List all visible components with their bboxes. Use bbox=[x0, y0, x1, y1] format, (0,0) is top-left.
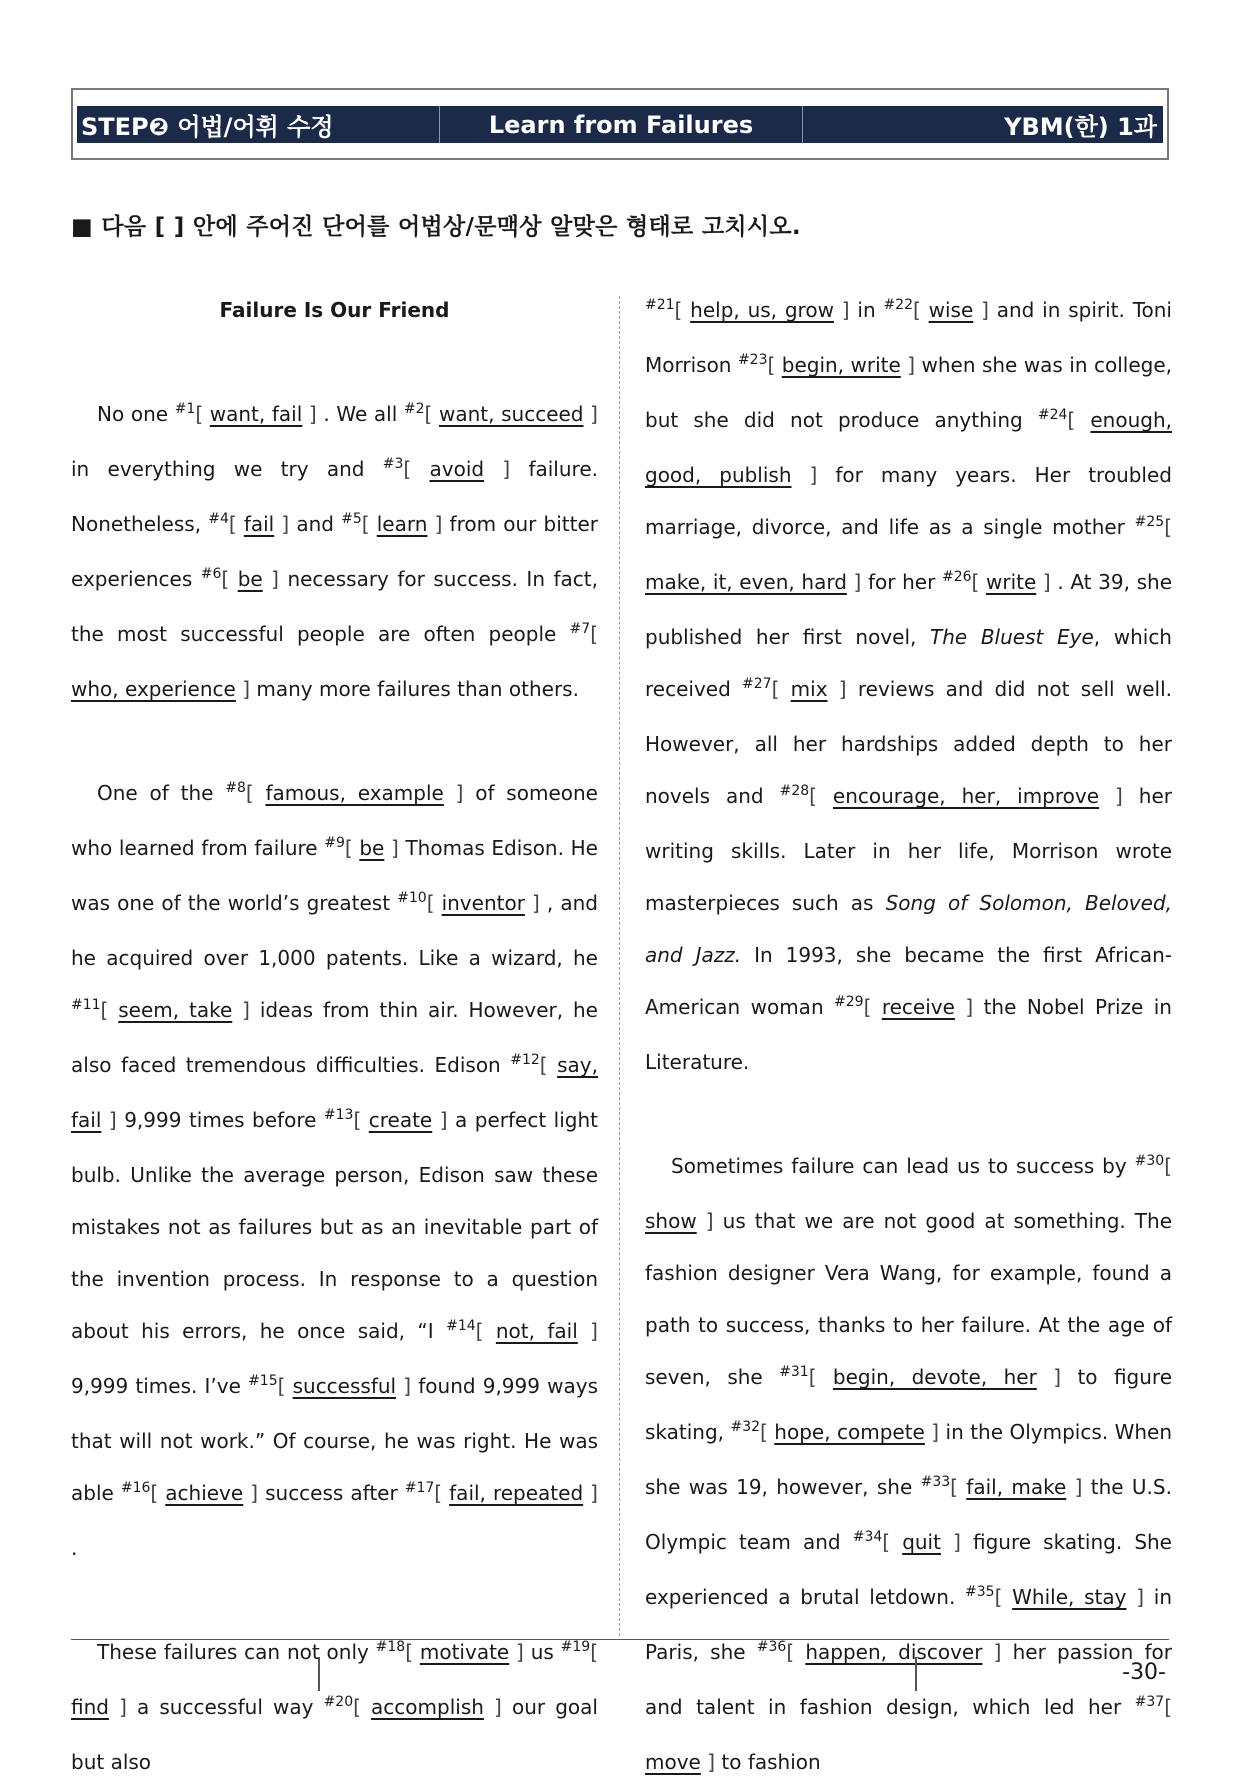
blank-answer-hint: motivate bbox=[419, 1640, 510, 1664]
blank-answer-hint: enough, good, publish bbox=[645, 408, 1172, 487]
bracket: [ bbox=[361, 512, 377, 536]
bracket: ] bbox=[108, 1695, 138, 1719]
text-run: us bbox=[530, 1640, 561, 1664]
blank-answer-hint: be bbox=[359, 836, 385, 860]
bracket: ] bbox=[443, 781, 476, 805]
blank-answer-hint: begin, devote, her bbox=[832, 1365, 1037, 1389]
bracket: [ bbox=[100, 998, 119, 1022]
text-run: . We all bbox=[323, 402, 404, 426]
bracket: [ bbox=[245, 781, 266, 805]
bracket: [ bbox=[1164, 1695, 1172, 1719]
text-run: the Nobel Prize in Literature. bbox=[645, 995, 1172, 1074]
bracket: ] bbox=[954, 995, 984, 1019]
blank-answer-hint: help, us, grow bbox=[690, 298, 834, 322]
blank-answer-hint: learn bbox=[376, 512, 428, 536]
blank-answer-hint: wise bbox=[928, 298, 974, 322]
blank-answer-hint: famous, example bbox=[265, 781, 444, 805]
bracket: ] bbox=[846, 570, 868, 594]
text-run: our goal but also bbox=[71, 1695, 598, 1774]
bracket: ] bbox=[791, 463, 836, 487]
footer-tick-left bbox=[318, 1657, 320, 1691]
bracket: ] bbox=[509, 1640, 531, 1664]
bracket: ] bbox=[1099, 784, 1139, 808]
question-number: #9 bbox=[324, 835, 345, 851]
question-number: #18 bbox=[375, 1639, 406, 1655]
text-run: found 9,999 ways that will not work.” Of course, he was right. He was able bbox=[71, 1374, 598, 1505]
blank-answer-hint: move bbox=[645, 1750, 701, 1774]
text-run: , which received bbox=[645, 625, 1172, 701]
text-run: many more failures than others. bbox=[256, 677, 579, 701]
blank-answer-hint: achieve bbox=[165, 1481, 244, 1505]
text-run: No one bbox=[97, 402, 175, 426]
question-number: #16 bbox=[120, 1480, 151, 1496]
header-step: STEP❷ 어법/어휘 수정 bbox=[77, 106, 440, 143]
paragraph-4 bbox=[645, 1140, 1172, 1788]
text-run: . At 39, she published her first novel, bbox=[645, 570, 1173, 649]
text-run: In 1993, she became the first African-American woman bbox=[645, 943, 1172, 1019]
text-run: her passion for and talent in fashion design, which led her bbox=[645, 1640, 1172, 1719]
bracket: [ bbox=[771, 677, 791, 701]
text-run: and in spirit. Toni Morrison bbox=[645, 298, 1172, 377]
text-run: 9,999 times before bbox=[124, 1108, 324, 1132]
question-number: #8 bbox=[225, 780, 246, 796]
footer-line bbox=[71, 1639, 1169, 1640]
question-number: #35 bbox=[965, 1584, 995, 1600]
bracket: [ bbox=[808, 1365, 833, 1389]
bracket: [ bbox=[971, 570, 986, 594]
bracket: ] bbox=[1036, 570, 1058, 594]
bracket: [ bbox=[882, 1530, 903, 1554]
text-run: from our bitter experiences bbox=[71, 512, 598, 591]
question-number: #14 bbox=[446, 1318, 476, 1334]
bracket: ] bbox=[427, 512, 450, 536]
bracket: [ bbox=[760, 1420, 775, 1444]
text-run: figure skating. She experienced a brutal letdown. bbox=[645, 1530, 1172, 1609]
bracket: [ bbox=[767, 353, 782, 377]
bracket: ] bbox=[940, 1530, 973, 1554]
question-number: #4 bbox=[208, 511, 229, 527]
bracket: ] bbox=[696, 1209, 723, 1233]
blank-answer-hint: who, experience bbox=[71, 677, 236, 701]
bracket: ] bbox=[101, 1108, 125, 1132]
blank-answer-hint: find bbox=[71, 1695, 109, 1719]
bracket: [ bbox=[405, 1640, 420, 1664]
text-run: success after bbox=[265, 1481, 405, 1505]
bracket: ] bbox=[583, 1481, 598, 1505]
book-title: Song of Solomon, Beloved, and Jazz. bbox=[645, 891, 1172, 967]
text-run: in Paris, she bbox=[645, 1585, 1172, 1664]
column-divider bbox=[619, 296, 620, 1636]
page-number: -30- bbox=[1122, 1660, 1166, 1685]
bracket: [ bbox=[950, 1475, 967, 1499]
question-number: #23 bbox=[737, 352, 768, 368]
blank-answer-hint: inventor bbox=[441, 891, 525, 915]
text-run: in the Olympics. When she was 19, however, she bbox=[645, 1420, 1172, 1499]
question-number: #36 bbox=[756, 1639, 787, 1655]
blank-answer-hint: fail, make bbox=[966, 1475, 1067, 1499]
text-run: . bbox=[71, 1536, 78, 1560]
blank-answer-hint: show bbox=[645, 1209, 697, 1233]
bracket: [ bbox=[150, 1481, 166, 1505]
bracket: [ bbox=[994, 1585, 1013, 1609]
footer-tick-right bbox=[915, 1657, 917, 1691]
bracket: ] bbox=[583, 402, 598, 426]
text-run: Thomas Edison. He was one of the world’s greatest bbox=[71, 836, 598, 915]
bracket: ] bbox=[1126, 1585, 1154, 1609]
paragraph-1 bbox=[71, 388, 598, 715]
text-run: for many years. Her troubled marriage, divorce, and life as a single mother bbox=[645, 463, 1172, 539]
header-bar bbox=[77, 106, 1163, 143]
question-number: #25 bbox=[1134, 514, 1165, 530]
book-title: The Bluest Eye bbox=[930, 625, 1094, 649]
text-run: in bbox=[857, 298, 884, 322]
bracket: [ bbox=[590, 622, 598, 646]
question-number: #21 bbox=[645, 297, 675, 313]
question-number: #33 bbox=[920, 1474, 951, 1490]
bracket: [ bbox=[195, 402, 210, 426]
bracket: [ bbox=[590, 1640, 598, 1664]
bracket: ] bbox=[432, 1108, 456, 1132]
blank-answer-hint: fail bbox=[243, 512, 275, 536]
text-run: the U.S. Olympic team and bbox=[645, 1475, 1172, 1554]
blank-answer-hint: accomplish bbox=[371, 1695, 484, 1719]
bracket: ] bbox=[484, 457, 529, 481]
question-number: #1 bbox=[174, 401, 196, 417]
bracket: [ bbox=[1164, 515, 1172, 539]
bracket: [ bbox=[424, 402, 439, 426]
text-run: Sometimes failure can lead us to success by bbox=[671, 1154, 1135, 1178]
paragraph-3-continued bbox=[645, 284, 1172, 1088]
passage-title: Failure Is Our Friend bbox=[219, 298, 450, 322]
question-number: #13 bbox=[323, 1107, 354, 1123]
question-number: #6 bbox=[200, 566, 222, 582]
text-run: us that we are not good at something. The fashion designer Vera Wang, for example, found a path to success, thanks to her failure. At the age of seven, she bbox=[645, 1209, 1172, 1389]
blank-answer-hint: want, succeed bbox=[438, 402, 584, 426]
bracket: ] bbox=[577, 1319, 598, 1343]
text-run: 9,999 times. I’ve bbox=[71, 1374, 249, 1398]
blank-answer-hint: receive bbox=[881, 995, 955, 1019]
text-run: in everything we try and bbox=[71, 457, 383, 481]
blank-answer-hint: hope, compete bbox=[774, 1420, 925, 1444]
blank-answer-hint: successful bbox=[292, 1374, 397, 1398]
bracket: [ bbox=[221, 567, 238, 591]
question-number: #27 bbox=[742, 676, 772, 692]
bracket: ] bbox=[982, 1640, 1013, 1664]
bracket: ] bbox=[302, 402, 324, 426]
bracket: [ bbox=[863, 995, 882, 1019]
bracket: [ bbox=[1067, 408, 1091, 432]
text-run: of someone who learned from failure bbox=[71, 781, 598, 860]
text-run: These failures can not only bbox=[97, 1640, 376, 1664]
bracket: ] bbox=[396, 1374, 419, 1398]
question-number: #28 bbox=[779, 783, 810, 799]
blank-answer-hint: make, it, even, hard bbox=[645, 570, 847, 594]
blank-answer-hint: create bbox=[368, 1108, 433, 1132]
question-number: #31 bbox=[779, 1364, 809, 1380]
question-number: #7 bbox=[569, 621, 591, 637]
bracket: [ bbox=[353, 1695, 372, 1719]
bracket: ] bbox=[833, 298, 858, 322]
bracket: [ bbox=[475, 1319, 496, 1343]
bracket: [ bbox=[539, 1053, 558, 1077]
question-number: #5 bbox=[341, 511, 362, 527]
text-run: to figure skating, bbox=[645, 1365, 1173, 1444]
bracket: [ bbox=[344, 836, 360, 860]
blank-answer-hint: avoid bbox=[429, 457, 485, 481]
blank-answer-hint: While, stay bbox=[1012, 1585, 1127, 1609]
question-number: #30 bbox=[1134, 1153, 1165, 1169]
bracket: [ bbox=[809, 784, 833, 808]
bracket: ] bbox=[827, 677, 858, 701]
bracket: ] bbox=[483, 1695, 512, 1719]
text-run: to fashion bbox=[721, 1750, 821, 1774]
bracket: ] bbox=[232, 998, 260, 1022]
question-number: #2 bbox=[403, 401, 425, 417]
bracket: ] bbox=[924, 1420, 946, 1444]
question-number: #34 bbox=[852, 1529, 883, 1545]
bracket: ] bbox=[243, 1481, 266, 1505]
blank-answer-hint: begin, write bbox=[781, 353, 901, 377]
question-number: #3 bbox=[382, 456, 404, 472]
blank-answer-hint: be bbox=[237, 567, 263, 591]
header-book: YBM(한) 1과 bbox=[1004, 113, 1157, 141]
text-run: ideas from thin air. However, he also faced tremendous difficulties. Edison bbox=[71, 998, 598, 1077]
bracket: ] bbox=[1036, 1365, 1078, 1389]
question-number: #32 bbox=[730, 1419, 761, 1435]
blank-answer-hint: encourage, her, improve bbox=[832, 784, 1100, 808]
header-lesson: Learn from Failures bbox=[440, 106, 803, 143]
blank-answer-hint: write bbox=[985, 570, 1037, 594]
question-number: #15 bbox=[248, 1373, 278, 1389]
bracket: [ bbox=[786, 1640, 806, 1664]
bracket: ] bbox=[235, 677, 257, 701]
blank-answer-hint: fail, repeated bbox=[449, 1481, 584, 1505]
paragraph-3 bbox=[71, 1626, 598, 1788]
bracket: ] bbox=[524, 891, 547, 915]
blank-answer-hint: want, fail bbox=[209, 402, 303, 426]
paragraph-2 bbox=[71, 767, 598, 1574]
blank-answer-hint: quit bbox=[902, 1530, 941, 1554]
bracket: [ bbox=[1164, 1154, 1172, 1178]
question-number: #20 bbox=[323, 1694, 354, 1710]
bracket: ] bbox=[700, 1750, 722, 1774]
bracket: [ bbox=[674, 298, 691, 322]
bracket: [ bbox=[913, 298, 929, 322]
blank-answer-hint: happen, discover bbox=[805, 1640, 983, 1664]
left-column bbox=[71, 284, 598, 1774]
bracket: ] bbox=[274, 512, 297, 536]
instruction: ■ 다음 [ ] 안에 주어진 단어를 어법상/문맥상 알맞은 형태로 고치시오. bbox=[71, 214, 801, 240]
text-run: when she was in college, but she did not produce anything bbox=[645, 353, 1172, 432]
blank-answer-hint: seem, take bbox=[118, 998, 233, 1022]
question-number: #12 bbox=[510, 1052, 540, 1068]
bracket: [ bbox=[277, 1374, 293, 1398]
bracket: [ bbox=[426, 891, 442, 915]
bracket: [ bbox=[434, 1481, 450, 1505]
right-column bbox=[645, 284, 1173, 1774]
blank-answer-hint: not, fail bbox=[495, 1319, 578, 1343]
question-number: #11 bbox=[71, 997, 101, 1013]
blank-answer-hint: mix bbox=[790, 677, 828, 701]
question-number: #17 bbox=[404, 1480, 435, 1496]
question-number: #26 bbox=[941, 569, 972, 585]
question-number: #37 bbox=[1134, 1694, 1165, 1710]
text-run: necessary for success. In fact, the most successful people are often people bbox=[71, 567, 598, 646]
bracket: ] bbox=[262, 567, 288, 591]
question-number: #22 bbox=[883, 297, 913, 313]
text-run: and bbox=[296, 512, 342, 536]
question-number: #10 bbox=[397, 890, 427, 906]
bracket: ] bbox=[1066, 1475, 1091, 1499]
bracket: ] bbox=[900, 353, 922, 377]
text-run: One of the bbox=[97, 781, 226, 805]
question-number: #29 bbox=[834, 994, 864, 1010]
bracket: ] bbox=[384, 836, 406, 860]
text-run: reviews and did not sell well. However, all her hardships added depth to her novels and bbox=[645, 677, 1172, 808]
question-number: #24 bbox=[1037, 407, 1068, 423]
text-run: her writing skills. Later in her life, Morrison wrote masterpieces such as bbox=[645, 784, 1172, 915]
text-run: a successful way bbox=[137, 1695, 324, 1719]
text-run: a perfect light bulb. Unlike the average person, Edison saw these mistakes not as failures but as an inevitable part of the invention process. In response to a question about his errors, he once said, “I bbox=[71, 1108, 598, 1343]
bracket: [ bbox=[403, 457, 430, 481]
text-run: failure. Nonetheless, bbox=[71, 457, 598, 536]
text-run: , and he acquired over 1,000 patents. Like a wizard, he bbox=[71, 891, 598, 970]
bracket: [ bbox=[353, 1108, 369, 1132]
bracket: [ bbox=[228, 512, 244, 536]
bracket: ] bbox=[973, 298, 997, 322]
text-run: for her bbox=[868, 570, 942, 594]
blank-answer-hint: say, fail bbox=[71, 1053, 598, 1132]
question-number: #19 bbox=[560, 1639, 591, 1655]
